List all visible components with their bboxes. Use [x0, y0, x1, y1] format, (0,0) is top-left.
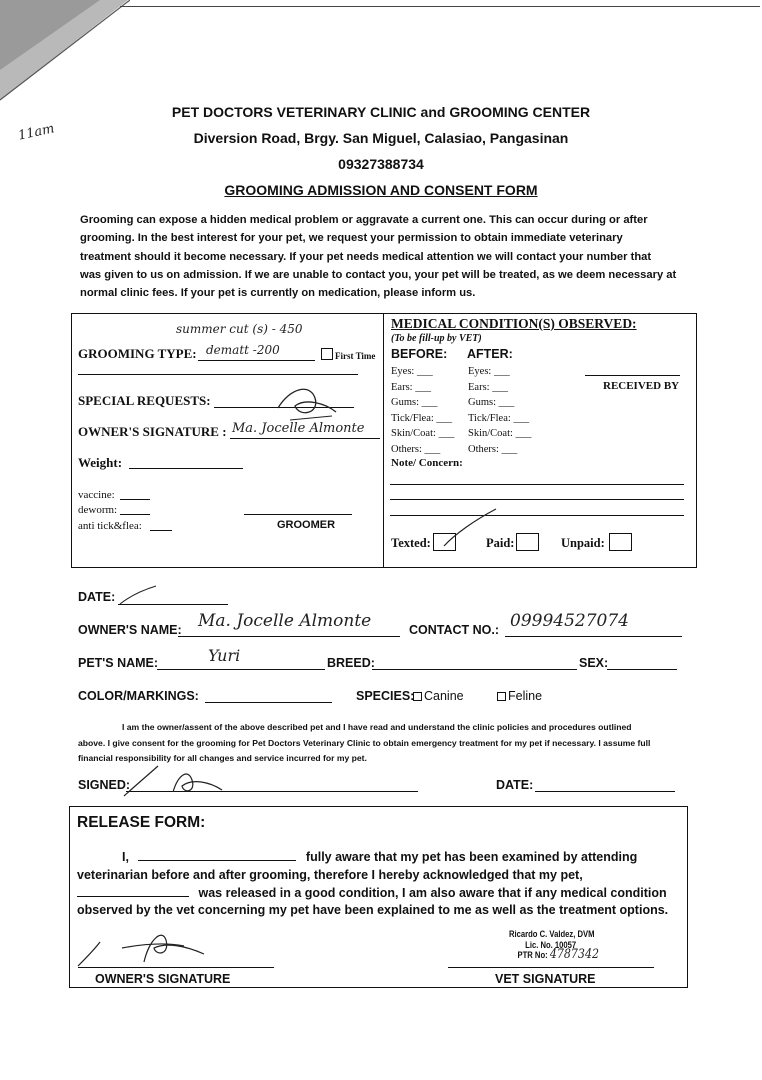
consent-date-label: DATE:: [496, 778, 534, 792]
after-item: Eyes: ___: [468, 366, 510, 377]
clinic-name: PET DOCTORS VETERINARY CLINIC and GROOMING CENTER: [171, 104, 591, 120]
before-list: [391, 364, 454, 458]
intro-line-2: grooming. In the best interest for your pet, we request your permission to obtain immediate veterinary: [80, 232, 623, 245]
owner-signature-line: [230, 438, 380, 439]
consent-line-2: above. I give consent for the grooming for Pet Doctors Veterinary Clinic to obtain emergency treatment for my pet if necessary. I assume full: [78, 737, 651, 748]
note-line-1: [390, 484, 684, 485]
note-line-3: [390, 515, 684, 516]
owner-signature-label: OWNER'S SIGNATURE :: [78, 424, 227, 439]
release-owner-signature: [74, 920, 254, 970]
release-line-3: was released in a good condition, I am also aware that if any medical condition: [77, 885, 673, 903]
after-item: Tick/Flea: ___: [468, 412, 530, 424]
grooming-type-line-2: [78, 374, 358, 375]
feline-checkbox[interactable]: Feline: [497, 689, 542, 703]
vet-ptr: PTR No: 4787342: [517, 947, 600, 962]
received-by-label: RECEIVED BY: [603, 380, 680, 392]
texted-checkbox[interactable]: Texted:: [391, 533, 456, 551]
contact-line: [505, 636, 682, 637]
before-item: Others: ___: [391, 443, 441, 455]
corner-note: 11am: [16, 121, 56, 144]
clinic-phone: 09327388734: [338, 156, 424, 172]
note-line-2: [390, 499, 684, 500]
intro-line-4: was given to us on admission. If we are unable to contact you, your pet will be treated, as we deem necessary at: [80, 268, 677, 281]
after-label: AFTER:: [467, 347, 513, 361]
clinic-address: Diversion Road, Brgy. San Miguel, Calasiao, Pangasinan: [193, 130, 569, 146]
scan-corner-shadow: [0, 0, 130, 110]
special-requests-label: SPECIAL REQUESTS:: [78, 393, 211, 408]
release-line-2: veterinarian before and after grooming, therefore I hereby acknowledged that my pet,: [77, 867, 583, 882]
vet-sig-label: VET SIGNATURE: [495, 972, 596, 986]
weight-line: [129, 468, 243, 469]
after-item: Ears: ___: [468, 381, 508, 393]
grooming-type-line: [198, 360, 315, 361]
antitick-label: anti tick&flea:: [78, 520, 142, 532]
medical-subtitle: (To be fill-up by VET): [391, 333, 482, 344]
grooming-handwritten-note: summer cut (s) - 450: [176, 322, 303, 336]
paid-checkbox[interactable]: Paid:: [486, 533, 539, 551]
deworm-line: [120, 514, 150, 515]
owner-name-label: OWNER'S NAME:: [78, 623, 182, 637]
date-scribble: [118, 584, 158, 606]
before-item: Tick/Flea: ___: [391, 412, 453, 424]
intro-line-5: normal clinic fees. If your pet is currently on medication, please inform us.: [80, 287, 476, 300]
grooming-type-value: dematt -200: [206, 343, 280, 357]
sex-label: SEX:: [579, 656, 609, 670]
breed-line: [372, 669, 577, 670]
signed-label: SIGNED:: [78, 778, 131, 792]
deworm-label: deworm:: [78, 504, 118, 516]
contact-value: 09994527074: [510, 611, 629, 631]
signed-scribble: [118, 760, 228, 800]
release-title: RELEASE FORM:: [77, 814, 206, 831]
date-label: DATE:: [78, 590, 116, 604]
grooming-type-label: GROOMING TYPE:: [78, 346, 197, 361]
color-markings-line: [205, 702, 332, 703]
color-markings-label: COLOR/MARKINGS:: [78, 689, 199, 703]
consent-date-line: [535, 791, 675, 792]
pet-name-label: PET'S NAME:: [78, 656, 159, 670]
after-item: Others: ___: [468, 443, 518, 455]
breed-label: BREED:: [327, 656, 375, 670]
groomer-label: GROOMER: [277, 519, 336, 531]
before-item: Gums: ___: [391, 397, 438, 409]
consent-line-1: I am the owner/assent of the above described pet and I have read and understand the clinic policies and procedures outlined: [122, 722, 632, 732]
before-item: Skin/Coat: ___: [391, 428, 455, 440]
vaccine-label: vaccine:: [78, 489, 115, 501]
release-owner-sig-label: OWNER'S SIGNATURE: [95, 972, 231, 986]
release-line-4: observed by the vet concerning my pet have been explained to me as well as the treatment options.: [77, 903, 669, 918]
release-paragraph: [77, 849, 673, 920]
box-divider: [383, 314, 384, 567]
release-line-1: I, fully aware that my pet has been examined by attending: [122, 850, 638, 864]
medical-title: MEDICAL CONDITION(S) OBSERVED:: [391, 316, 637, 331]
owner-signature-scribble: [270, 378, 340, 428]
vet-name: Ricardo C. Valdez, DVM: [509, 929, 595, 939]
vet-sig-line: [448, 967, 654, 968]
canine-checkbox[interactable]: Canine: [413, 689, 464, 703]
contact-label: CONTACT NO.:: [409, 623, 500, 637]
sex-line: [607, 669, 677, 670]
before-label: BEFORE:: [391, 347, 448, 361]
species-label: SPECIES:: [356, 689, 415, 703]
intro-line-1: Grooming can expose a hidden medical problem or aggravate a current one. This can occur during or after: [80, 214, 648, 226]
after-item: Gums: ___: [468, 397, 515, 409]
after-list: [468, 364, 531, 458]
first-time-checkbox[interactable]: First Time: [321, 348, 375, 361]
groomer-line: [244, 514, 352, 515]
antitick-line: [150, 530, 172, 531]
owner-signature-value: Ma. Jocelle Almonte: [232, 421, 365, 436]
owner-name-line: [178, 636, 400, 637]
release-owner-sig-line: [78, 967, 274, 968]
intro-line-3: treatment should it become necessary. If your pet needs medical attention we will contact your number that: [80, 250, 652, 263]
vet-license: Lic. No. 10057: [525, 939, 577, 950]
before-item: Eyes: ___: [391, 366, 433, 377]
unpaid-checkbox[interactable]: Unpaid:: [561, 533, 632, 551]
note-label: Note/ Concern:: [391, 457, 463, 469]
received-by-line: [585, 375, 680, 376]
vaccine-line: [120, 499, 150, 500]
scan-top-edge: [120, 6, 760, 7]
pet-name-value: Yuri: [208, 646, 241, 665]
before-item: Ears: ___: [391, 381, 431, 393]
intro-paragraph: [80, 211, 688, 302]
owner-name-value: Ma. Jocelle Almonte: [198, 611, 372, 631]
consent-line-3: financial responsibility for all changes and service incurred for my pet.: [78, 753, 367, 763]
form-title: GROOMING ADMISSION AND CONSENT FORM: [224, 182, 538, 198]
after-item: Skin/Coat: ___: [468, 428, 532, 440]
weight-label: Weight:: [78, 455, 123, 470]
vet-stamp: [509, 929, 599, 961]
pet-name-line: [157, 669, 325, 670]
